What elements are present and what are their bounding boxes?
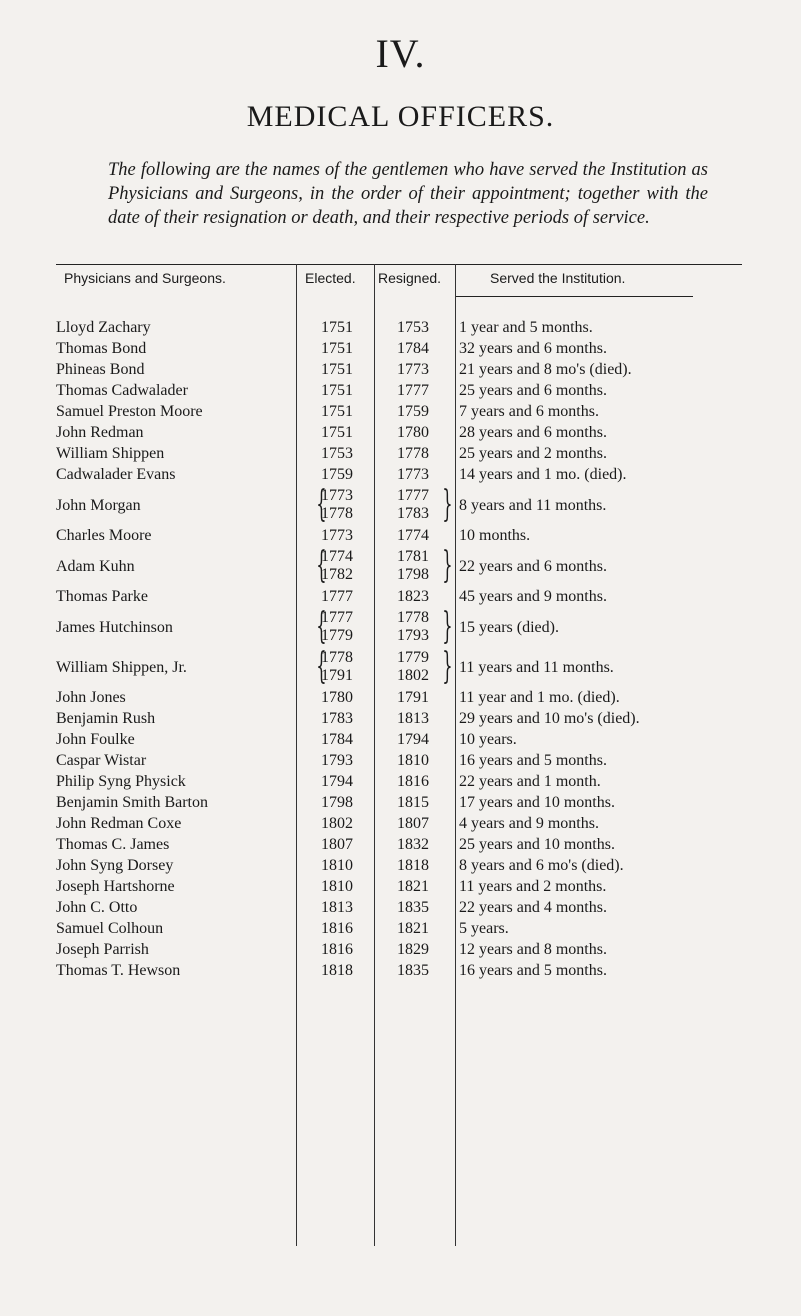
resigned-year: 1810 [397, 752, 429, 769]
service-period: 14 years and 1 mo. (died). [459, 466, 627, 483]
table-row [0, 688, 801, 709]
resigned-year: 1784 [397, 340, 429, 357]
elected-year: 1751 [321, 403, 353, 420]
resigned-year: 1791 [397, 689, 429, 706]
officer-name: John Redman [56, 424, 144, 441]
resigned-year: 1777 [397, 487, 429, 504]
service-period: 5 years. [459, 920, 509, 937]
elected-year: 1753 [321, 445, 353, 462]
elected-year: 1751 [321, 424, 353, 441]
elected-year: 1779 [321, 627, 353, 644]
table-row [0, 961, 801, 982]
resigned-year: 1821 [397, 920, 429, 937]
resigned-year: 1781 [397, 548, 429, 565]
service-period: 10 months. [459, 527, 531, 544]
officer-name: John C. Otto [56, 899, 138, 916]
service-period: 8 years and 11 months. [459, 497, 607, 514]
resigned-year: 1813 [397, 710, 429, 727]
elected-year: 1778 [321, 649, 353, 666]
elected-year: 1798 [321, 794, 353, 811]
table-row [0, 339, 801, 360]
table-row [0, 648, 801, 688]
service-period: 17 years and 10 months. [459, 794, 615, 811]
elected-year: 1784 [321, 731, 353, 748]
table-row [0, 856, 801, 877]
resigned-year: 1835 [397, 962, 429, 979]
service-period: 29 years and 10 mo's (died). [459, 710, 640, 727]
resigned-year: 1832 [397, 836, 429, 853]
header-served: Served the Institution. [490, 270, 626, 286]
resigned-years [397, 649, 429, 685]
resigned-year: 1793 [397, 627, 429, 644]
officer-name: John Jones [56, 689, 126, 706]
resigned-years [397, 548, 429, 584]
service-period: 22 years and 4 months. [459, 899, 607, 916]
table-row [0, 608, 801, 648]
left-brace: { [316, 484, 327, 525]
header-name: Physicians and Surgeons. [64, 270, 226, 286]
elected-year: 1816 [321, 941, 353, 958]
service-period: 45 years and 9 months. [459, 588, 607, 605]
service-period: 32 years and 6 months. [459, 340, 607, 357]
table-row [0, 877, 801, 898]
table-row [0, 465, 801, 486]
elected-year: 1751 [321, 361, 353, 378]
service-period: 4 years and 9 months. [459, 815, 599, 832]
served-header-rule [455, 296, 693, 297]
officer-name: William Shippen [56, 445, 165, 462]
service-period: 25 years and 10 months. [459, 836, 615, 853]
service-period: 8 years and 6 mo's (died). [459, 857, 624, 874]
elected-year: 1759 [321, 466, 353, 483]
table-row [0, 381, 801, 402]
table-row [0, 730, 801, 751]
elected-year: 1810 [321, 857, 353, 874]
resigned-year: 1779 [397, 649, 429, 666]
resigned-year: 1777 [397, 382, 429, 399]
officer-name: Phineas Bond [56, 361, 145, 378]
header-elected: Elected. [305, 270, 356, 286]
table-row [0, 547, 801, 587]
service-period: 22 years and 6 months. [459, 558, 607, 575]
officer-name: Adam Kuhn [56, 558, 135, 575]
table-row [0, 919, 801, 940]
elected-year: 1774 [321, 548, 353, 565]
intro-paragraph: The following are the names of the gentlemen who have served the Institution as Physicians and Surgeons, in the order of their appointment; together with the date of their resignation or death, and their respective periods of service. [108, 160, 708, 228]
officer-name: Benjamin Rush [56, 710, 156, 727]
officer-name: Joseph Hartshorne [56, 878, 175, 895]
service-period: 11 years and 11 months. [459, 659, 614, 676]
table-row [0, 793, 801, 814]
elected-year: 1751 [321, 319, 353, 336]
table-row [0, 751, 801, 772]
resigned-year: 1815 [397, 794, 429, 811]
elected-year: 1773 [321, 527, 353, 544]
officer-name: Thomas T. Hewson [56, 962, 181, 979]
service-period: 7 years and 6 months. [459, 403, 599, 420]
officer-name: Charles Moore [56, 527, 152, 544]
section-number: IV. [375, 31, 426, 76]
service-period: 15 years (died). [459, 619, 559, 636]
elected-year: 1818 [321, 962, 353, 979]
elected-year: 1773 [321, 487, 353, 504]
elected-year: 1813 [321, 899, 353, 916]
resigned-years [397, 609, 429, 645]
service-period: 25 years and 6 months. [459, 382, 607, 399]
service-period: 28 years and 6 months. [459, 424, 607, 441]
resigned-year: 1821 [397, 878, 429, 895]
resigned-year: 1773 [397, 466, 429, 483]
elected-year: 1778 [321, 505, 353, 522]
resigned-year: 1778 [397, 445, 429, 462]
officer-name: Cadwalader Evans [56, 466, 176, 483]
table-row [0, 814, 801, 835]
resigned-year: 1783 [397, 505, 429, 522]
right-brace: } [442, 646, 453, 687]
resigned-year: 1794 [397, 731, 429, 748]
service-period: 16 years and 5 months. [459, 752, 607, 769]
table-row [0, 772, 801, 793]
resigned-year: 1823 [397, 588, 429, 605]
resigned-year: 1774 [397, 527, 429, 544]
service-period: 25 years and 2 months. [459, 445, 607, 462]
table-row [0, 898, 801, 919]
table-row [0, 423, 801, 444]
officer-name: Thomas Cadwalader [56, 382, 188, 399]
officer-name: William Shippen, Jr. [56, 659, 187, 676]
resigned-year: 1816 [397, 773, 429, 790]
officer-name: Lloyd Zachary [56, 319, 151, 336]
elected-year: 1783 [321, 710, 353, 727]
elected-year: 1777 [321, 609, 353, 626]
resigned-year: 1802 [397, 667, 429, 684]
resigned-year: 1835 [397, 899, 429, 916]
officer-name: Thomas C. James [56, 836, 170, 853]
table-row [0, 526, 801, 547]
resigned-year: 1753 [397, 319, 429, 336]
elected-year: 1782 [321, 566, 353, 583]
resigned-year: 1798 [397, 566, 429, 583]
table-row [0, 360, 801, 381]
officer-name: John Syng Dorsey [56, 857, 174, 874]
officer-name: Samuel Colhoun [56, 920, 164, 937]
officer-name: Philip Syng Physick [56, 773, 186, 790]
officer-name: Benjamin Smith Barton [56, 794, 208, 811]
table-row [0, 402, 801, 423]
service-period: 1 year and 5 months. [459, 319, 593, 336]
officer-name: Caspar Wistar [56, 752, 147, 769]
elected-year: 1751 [321, 382, 353, 399]
left-brace: { [316, 606, 327, 647]
elected-year: 1802 [321, 815, 353, 832]
resigned-year: 1780 [397, 424, 429, 441]
table-row [0, 835, 801, 856]
resigned-year: 1818 [397, 857, 429, 874]
officer-name: Joseph Parrish [56, 941, 149, 958]
officer-name: Thomas Parke [56, 588, 148, 605]
resigned-year: 1778 [397, 609, 429, 626]
right-brace: } [442, 545, 453, 586]
right-brace: } [442, 606, 453, 647]
resigned-years [397, 487, 429, 523]
right-brace: } [442, 484, 453, 525]
officer-name: James Hutchinson [56, 619, 173, 636]
resigned-year: 1759 [397, 403, 429, 420]
resigned-year: 1773 [397, 361, 429, 378]
elected-year: 1793 [321, 752, 353, 769]
service-period: 11 year and 1 mo. (died). [459, 689, 620, 706]
officer-name: John Morgan [56, 497, 141, 514]
elected-year: 1810 [321, 878, 353, 895]
officer-name: John Redman Coxe [56, 815, 182, 832]
table-row [0, 444, 801, 465]
table-row [0, 486, 801, 526]
service-period: 12 years and 8 months. [459, 941, 607, 958]
page-title: MEDICAL OFFICERS. [246, 100, 555, 133]
elected-year: 1777 [321, 588, 353, 605]
elected-year: 1780 [321, 689, 353, 706]
table-top-rule [56, 264, 742, 265]
left-brace: { [316, 646, 327, 687]
table-row [0, 709, 801, 730]
elected-year: 1794 [321, 773, 353, 790]
elected-year: 1807 [321, 836, 353, 853]
service-period: 10 years. [459, 731, 517, 748]
elected-year: 1816 [321, 920, 353, 937]
officer-name: Thomas Bond [56, 340, 147, 357]
service-period: 16 years and 5 months. [459, 962, 607, 979]
elected-year: 1791 [321, 667, 353, 684]
service-period: 11 years and 2 months. [459, 878, 607, 895]
officer-name: John Foulke [56, 731, 135, 748]
table-row [0, 940, 801, 961]
service-period: 21 years and 8 mo's (died). [459, 361, 632, 378]
table-row [0, 587, 801, 608]
resigned-year: 1829 [397, 941, 429, 958]
left-brace: { [316, 545, 327, 586]
officer-name: Samuel Preston Moore [56, 403, 203, 420]
table-row [0, 318, 801, 339]
elected-year: 1751 [321, 340, 353, 357]
header-resigned: Resigned. [378, 270, 442, 286]
resigned-year: 1807 [397, 815, 429, 832]
service-period: 22 years and 1 month. [459, 773, 601, 790]
